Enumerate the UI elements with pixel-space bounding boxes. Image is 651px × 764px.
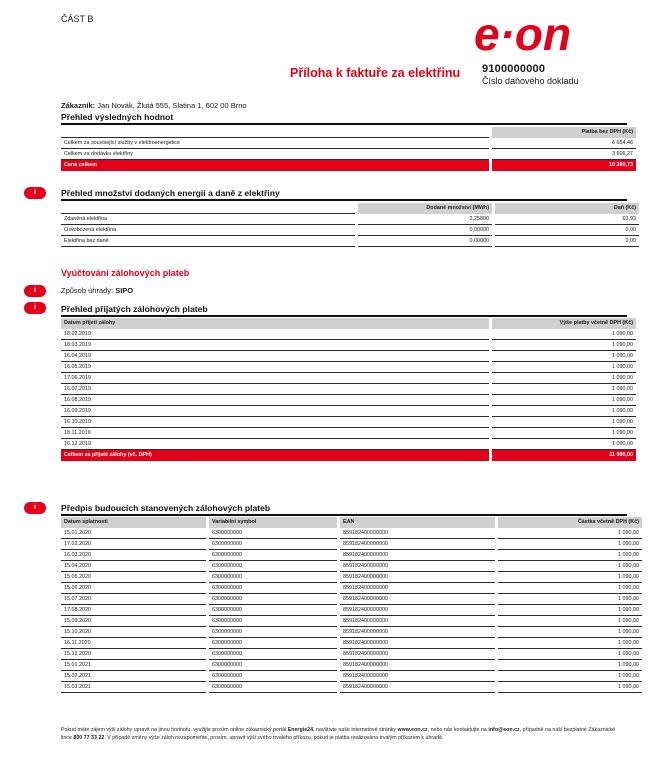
row-amount: 1 090,00 [498,616,642,627]
row-amount: 1 090,00 [498,594,642,605]
table-header-cell: Variabilní symbol [209,517,337,528]
row-ean: 859182400000000 [340,605,495,616]
energy-table [58,203,642,247]
row-amount: 1 090,00 [492,428,636,439]
table-row [61,671,642,682]
table-row [61,638,642,649]
table-row [61,550,642,561]
row-vs: 6300000000 [209,671,337,682]
part-label: ČÁST B [61,14,94,24]
table-row [61,373,636,384]
info-icon[interactable]: i [24,187,46,199]
table-row [61,572,642,583]
hotline-number: 800 77 33 22 [73,734,105,741]
row-amount: 1 090,00 [498,528,642,539]
row-date: 16.09.2019 [61,406,489,417]
row-ean: 859182400000000 [340,638,495,649]
row-vs: 6300000000 [209,682,337,693]
table-row [61,406,636,417]
row-vs: 6300000000 [209,539,337,550]
energy-rule [61,199,627,201]
row-amount: 1 090,00 [492,384,636,395]
row-ean: 859182400000000 [340,627,495,638]
row-ean: 859182400000000 [340,528,495,539]
total-row [61,160,636,171]
row-ean: 859182400000000 [340,572,495,583]
table-row [61,528,642,539]
row-qty: 0,00000 [358,225,492,236]
row-amount: 1 090,00 [498,605,642,616]
footer-text: , případně na naší bezplatné Zákaznické lince [61,727,616,741]
row-amount: 1 090,00 [498,550,642,561]
table-header-cell: Částka včetně DPH (Kč) [498,517,642,528]
table-header-cell: Datum splatnosti [61,517,206,528]
row-date: 16.03.2020 [61,550,206,561]
row-amount: 1 090,00 [492,417,636,428]
email-link[interactable]: info@eon.cz [488,727,520,733]
received-table [58,318,639,461]
document-number-label: Číslo daňového dokladu [482,76,579,86]
row-tax: 0,00 [495,236,639,247]
table-row [61,660,642,671]
total-value: 10 260,73 [492,160,636,171]
footer-text: , nebo nás kontaktujte na [427,727,489,733]
website-link[interactable]: www.eon.cz [397,727,428,733]
table-row [61,236,639,247]
row-amount: 1 090,00 [498,561,642,572]
row-vs: 6300000000 [209,594,337,605]
total-value: 11 990,00 [492,450,636,461]
info-icon[interactable]: i [24,502,46,514]
row-vs: 6300000000 [209,649,337,660]
row-qty: 2,25800 [358,214,492,225]
row-ean: 859182400000000 [340,539,495,550]
row-amount: 1 090,00 [498,638,642,649]
table-row [61,682,642,693]
table-row [61,417,636,428]
footer-text: Pokud máte zájem výši zálohy upravit na jinou hodnotu, využijte prosím online zákaznický portál [61,727,288,733]
customer-line [61,101,247,110]
table-row [61,583,642,594]
row-label: Celkem za dodávku elektřiny [61,149,489,160]
row-amount: 1 090,00 [492,351,636,362]
table-header-row [61,517,642,528]
row-label: Osvobozená elektřina [61,225,355,236]
document-number: 9100000000 [482,63,546,75]
portal-name: Energie24 [287,727,314,733]
row-date: 16.04.2019 [61,351,489,362]
table-header-row [61,203,639,214]
row-amount: 1 090,00 [492,395,636,406]
row-amount: 1 090,00 [498,682,642,693]
table-row [61,561,642,572]
summary-heading: Přehled výsledných hodnot [61,112,174,122]
future-table [58,517,645,693]
table-header-cell: EAN [340,517,495,528]
summary-table [58,127,639,171]
table-header-row [61,127,636,138]
row-ean: 859182400000000 [340,649,495,660]
table-row [61,616,642,627]
row-ean: 859182400000000 [340,594,495,605]
row-label: Zdaněná elektřina [61,214,355,225]
received-rule [61,315,627,317]
table-row [61,340,636,351]
payment-method [61,286,133,295]
row-date: 15.09.2020 [61,616,206,627]
footer-text: , navštivte naše internetové stránky [313,727,398,733]
row-ean: 859182400000000 [340,671,495,682]
table-row [61,138,636,149]
row-vs: 6300000000 [209,660,337,671]
row-amount: 1 090,00 [492,362,636,373]
table-row [61,214,639,225]
table-row [61,351,636,362]
row-amount: 1 090,00 [498,627,642,638]
row-amount: 1 090,00 [498,572,642,583]
row-ean: 859182400000000 [340,561,495,572]
table-header-cell: Výše platby včetně DPH (Kč) [492,318,636,329]
eon-logo [472,8,612,58]
footer-text: . V případě změny výše záloh nezapomeňte, prosím, upravit výši svého trvalého příkazu, pokud je platba realizována trvalým příkazem k úhradě. [104,734,444,741]
table-row [61,539,642,550]
energy-heading: Přehled množství dodaných energií a daně z elektřiny [61,188,280,198]
row-date: 16.05.2019 [61,362,489,373]
row-date: 18.03.2019 [61,340,489,351]
customer-label: Zákazník: [61,101,96,110]
row-amount: 1 090,00 [498,671,642,682]
row-amount: 1 090,00 [492,340,636,351]
table-header-cell [61,127,489,138]
row-vs: 6300000000 [209,616,337,627]
row-date: 16.07.2019 [61,384,489,395]
row-date: 15.01.2021 [61,660,206,671]
row-date: 18.02.2019 [61,329,489,340]
row-ean: 859182400000000 [340,616,495,627]
row-vs: 6300000000 [209,550,337,561]
table-header-cell [61,203,355,214]
row-vs: 6300000000 [209,605,337,616]
footer-note [61,727,627,742]
row-date: 15.07.2020 [61,594,206,605]
row-date: 15.01.2020 [61,528,206,539]
row-label: Celkem za související služby v elektroenergetice [61,138,489,149]
row-date: 16.10.2019 [61,417,489,428]
row-date: 16.12.2019 [61,439,489,450]
page-title: Příloha k faktuře za elektřinu [290,66,461,80]
row-date: 15.04.2020 [61,561,206,572]
row-label: Elektřina bez daně [61,236,355,247]
row-ean: 859182400000000 [340,660,495,671]
total-label: Cena celkem [61,160,489,171]
table-row [61,225,639,236]
row-amount: 1 090,00 [492,406,636,417]
payment-label: Způsob úhrady: [61,286,114,295]
row-value: 6 654,46 [492,138,636,149]
row-amount: 1 090,00 [498,539,642,550]
row-date: 17.02.2020 [61,539,206,550]
customer-value: Jan Novák, Žlutá 555, Slatina 1, 602 00 Brno [95,101,247,110]
row-date: 15.10.2020 [61,627,206,638]
row-amount: 1 090,00 [498,583,642,594]
row-tax: 0,00 [495,225,639,236]
summary-rule [61,123,627,125]
info-icon[interactable]: i [24,302,46,314]
row-ean: 859182400000000 [340,682,495,693]
row-amount: 1 090,00 [498,649,642,660]
table-row [61,428,636,439]
row-vs: 6300000000 [209,561,337,572]
received-heading: Přehled přijatých zálohových plateb [61,304,208,314]
row-qty: 0,00000 [358,236,492,247]
table-header-cell: Daň (Kč) [495,203,639,214]
advance-heading: Vyúčtování zálohových plateb [61,268,190,278]
table-row [61,439,636,450]
row-date: 16.08.2019 [61,395,489,406]
table-row [61,594,642,605]
row-amount: 1 090,00 [492,329,636,340]
logo-text: e·on [474,8,572,58]
row-date: 15.12.2020 [61,649,206,660]
table-header-cell: Platba bez DPH (Kč) [492,127,636,138]
table-row [61,649,642,660]
table-row [61,362,636,373]
row-ean: 859182400000000 [340,583,495,594]
future-heading: Předpis budoucích stanovených zálohových plateb [61,503,271,513]
row-date: 15.02.2021 [61,671,206,682]
row-vs: 6300000000 [209,572,337,583]
row-vs: 6300000000 [209,627,337,638]
table-row [61,149,636,160]
row-date: 15.05.2020 [61,572,206,583]
table-row [61,395,636,406]
row-tax: 63,93 [495,214,639,225]
info-icon[interactable]: i [24,285,46,297]
row-date: 16.11.2020 [61,638,206,649]
table-header-cell: Dodané množství (MWh) [358,203,492,214]
row-vs: 6300000000 [209,638,337,649]
row-amount: 1 090,00 [492,439,636,450]
row-amount: 1 090,00 [492,373,636,384]
table-row [61,605,642,616]
row-date: 15.03.2021 [61,682,206,693]
row-value: 3 606,27 [492,149,636,160]
row-date: 17.06.2019 [61,373,489,384]
row-vs: 6300000000 [209,528,337,539]
row-ean: 859182400000000 [340,550,495,561]
table-header-row [61,318,636,329]
total-label: Celkem za přijaté zálohy (vč. DPH) [61,450,489,461]
row-amount: 1 090,00 [498,660,642,671]
table-header-cell: Datum přijetí zálohy [61,318,489,329]
table-row [61,329,636,340]
payment-value: SIPO [113,286,134,295]
total-row [61,450,636,461]
row-vs: 6300000000 [209,583,337,594]
future-rule [61,514,627,516]
row-date: 17.08.2020 [61,605,206,616]
table-row [61,627,642,638]
table-row [61,384,636,395]
row-date: 18.11.2019 [61,428,489,439]
row-date: 15.06.2020 [61,583,206,594]
